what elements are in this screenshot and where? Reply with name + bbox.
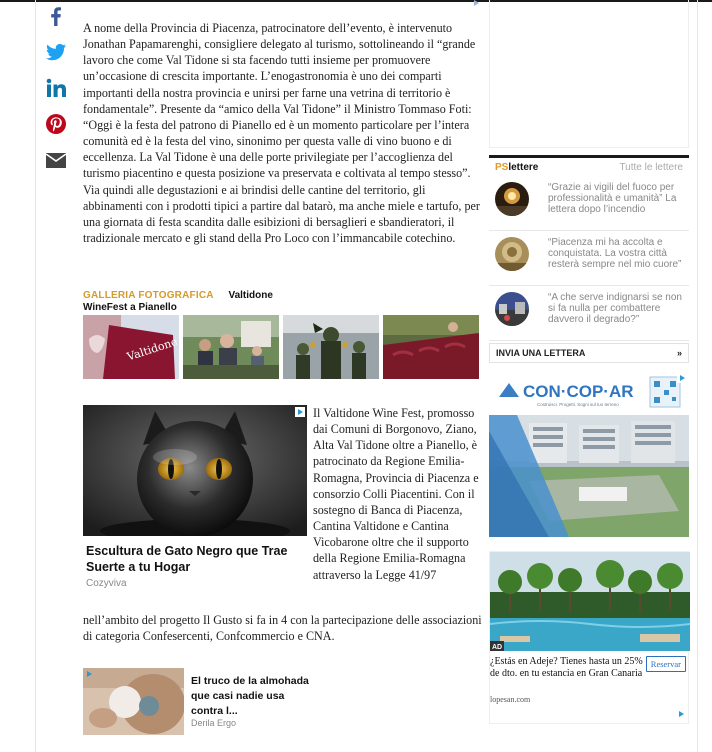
article-paragraph-continued: nell’ambito del progetto Il Gusto si fa in 4 con la partecipazione delle associazioni di categoria Confesercenti, Confcommercio e CNA. (83, 613, 482, 644)
content-right-border (697, 0, 698, 752)
ad-concopar[interactable] (489, 371, 689, 537)
adchoices-icon[interactable] (677, 373, 687, 383)
ad-lopesan[interactable] (489, 551, 689, 724)
adchoices-icon[interactable] (676, 709, 686, 719)
all-letters-link[interactable]: Tutte le lettere (619, 162, 683, 173)
gallery-thumb[interactable] (83, 315, 179, 379)
gallery-thumbnails (83, 315, 479, 379)
letter-title[interactable]: “Grazie ai vigili del fuoco per professionalità e umanità” La lettera dopo l’incendio (548, 182, 677, 215)
ad-source: lopesan.com (490, 695, 531, 704)
ad-badge: AD (492, 644, 503, 651)
pinterest-icon[interactable] (44, 112, 68, 136)
ad-image[interactable] (83, 405, 307, 536)
letter-thumbnail[interactable] (495, 237, 529, 271)
ad-title[interactable]: ¿Estás en Adeje? Tienes hasta un 25% de dto. en tu estancia en Gran Canaria (490, 656, 643, 679)
share-bar (44, 4, 70, 184)
facebook-icon[interactable] (44, 4, 68, 28)
ps-letters-header (489, 155, 689, 176)
article-body (83, 20, 483, 246)
gallery-header (83, 289, 479, 302)
letter-item[interactable] (489, 231, 689, 286)
letter-thumbnail[interactable] (495, 182, 529, 216)
letter-thumbnail[interactable] (495, 292, 529, 326)
ad-image[interactable] (83, 668, 184, 735)
concopar-tagline: Costruisci. Progetti. Sogni sul tuo terreno (537, 402, 619, 407)
ad-source: Cozyviva (86, 578, 127, 589)
ps-letters-widget (489, 155, 689, 363)
ad-title[interactable]: Escultura de Gato Negro que Trae Suerte a tu Hogar (86, 544, 288, 574)
ps-letters-logo[interactable]: PSlettere (495, 162, 539, 173)
concopar-brand-text: CON·COP·AR (523, 382, 634, 401)
reserve-button[interactable]: Reservar (646, 656, 686, 672)
thumb-brand-text: Valtidone (125, 335, 179, 364)
content-left-border (35, 0, 36, 752)
double-chevron-right-icon: » (676, 348, 682, 358)
gallery-label: GALLERIA FOTOGRAFICA (83, 290, 214, 301)
send-letter-label: INVIA UNA LETTERA (496, 348, 586, 358)
adchoices-icon[interactable] (471, 0, 481, 10)
adchoices-icon[interactable] (84, 669, 94, 679)
photo-gallery[interactable] (83, 289, 479, 379)
send-letter-button[interactable] (489, 343, 689, 363)
twitter-icon[interactable] (44, 40, 68, 64)
article-paragraph-wrap: Il Valtidone Wine Fest, promosso dai Comuni di Borgonovo, Ziano, Alta Val Tidone oltre a Pianello, è patrocinato da Regione Emilia-Romagna, Provincia di Piacenza e consorzio Colli Piacentini. Con il sostegno di Banca di Piacenza, Cantina Valtidone e Cantina Vicobarone oltre che il supporto della Regione Emilia-Romagna attraverso la Legge 41/97 (313, 406, 479, 582)
gallery-tag[interactable]: Valtidone (228, 290, 273, 301)
letter-item[interactable] (489, 286, 689, 341)
linkedin-icon[interactable] (44, 76, 68, 100)
ad-image[interactable] (490, 552, 690, 651)
letter-title[interactable]: “A che serve indignarsi se non si fa nulla per combattere davvero il degrado?” (548, 292, 682, 325)
gallery-title[interactable]: WineFest a Pianello (83, 302, 177, 313)
letter-item[interactable] (489, 176, 689, 231)
email-icon[interactable] (44, 148, 68, 172)
ad-title[interactable]: El truco de la almohada que casi nadie usa contra l... (191, 675, 309, 717)
sidebar-ad-slot (489, 0, 689, 148)
gallery-thumb[interactable] (183, 315, 279, 379)
letter-title[interactable]: “Piacenza mi ha accolta e conquistata. La vostra città resterà sempre nel mio cuore” (548, 237, 682, 270)
gallery-thumb[interactable] (283, 315, 379, 379)
sponsored-ad-pillow[interactable] (83, 668, 313, 736)
adchoices-icon[interactable] (295, 407, 305, 417)
article-paragraph: A nome della Provincia di Piacenza, patrocinatore dell’evento, è intervenuto Jonathan Papamarenghi, consigliere delegato al turismo, sottolineando il “grande lavoro che come Val Tidone si sta facendo tutti insieme per promuovere un’occasione di crescita importante. L’enogastronomia è uno dei comparti importanti della nostra provincia e unirsi per farne una vetrina di territorio è fondamentale”. Presente da “amico della Val Tidone” il Ministro Tommaso Foti: “Oggi è la festa del patrono di Pianello ed è un momento particolare per l’intera comunità ed è la festa del vino, sinonimo per questa valle di vino buono e di eccellenza. La Val Tidone è una delle porte privilegiate per l’accoglienza del turismo piacentino e questa posizione va preservata e coltivata al tempo stesso”. Via quindi alle degustazioni e ai brindisi delle cantine del territorio, gli abbinamenti con i prodotti tipici a partire dal batarò, ma anche miele e tartufo, per una giornata di festa scandita dalle esibizioni di bersaglieri e sbandieratori, il tradizionale mercato e gli stand della Pro Loco con l’immancabile cotechino. (83, 21, 480, 246)
gallery-thumb[interactable] (383, 315, 479, 379)
ad-source: Derila Ergo (191, 718, 237, 728)
sponsored-ad-cat[interactable] (83, 405, 307, 590)
